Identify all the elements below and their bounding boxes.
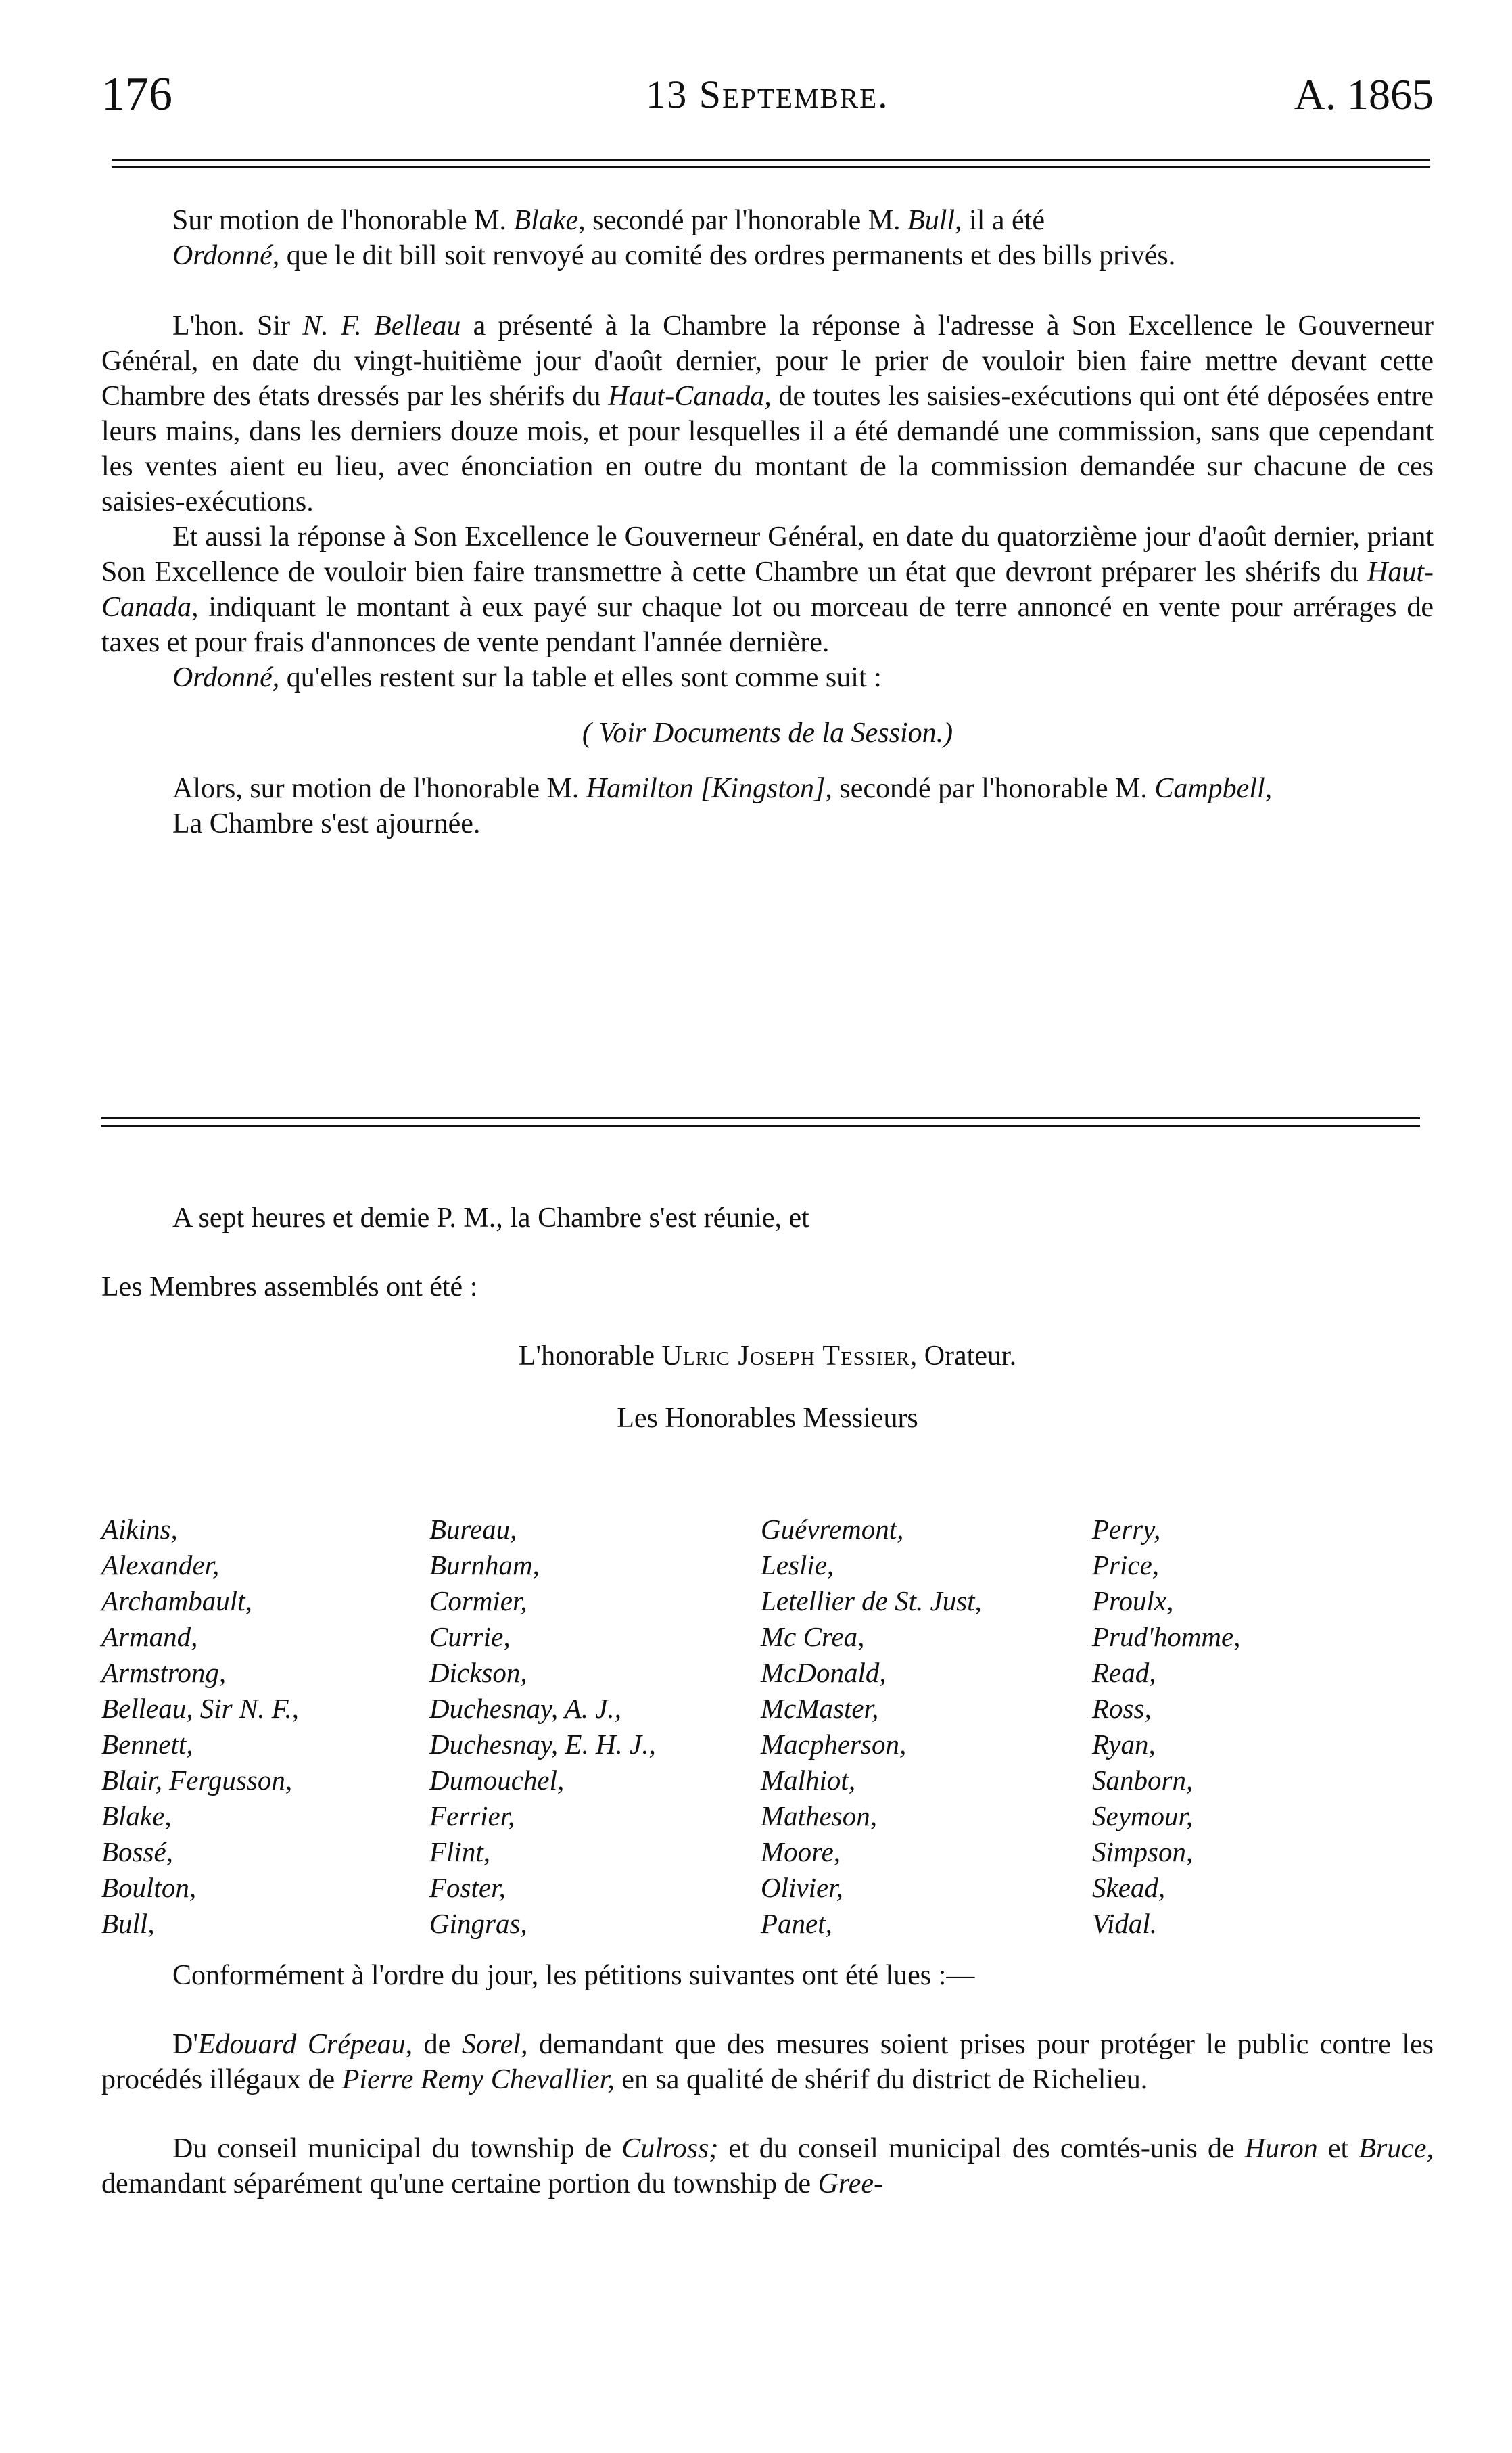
list-item: Proulx, <box>1092 1585 1174 1616</box>
second-response: Et aussi la réponse à Son Excellence le Gouverneur Général, en date du quatorzième jour d'août dernier, priant Son Excellence de vouloir bien faire transmettre à cette Chambre un état que devront préparer les shérifs du Haut-Canada, indiquant le montant à eux payé sur chaque lot ou morceau de terre annoncé en vente pour arrérages de taxes et pour frais d'annonces de vente pendant l'année dernière. <box>101 521 1434 658</box>
see-documents: ( Voir Documents de la Session.) <box>582 718 953 749</box>
list-item: Bureau, <box>429 1514 517 1545</box>
list-item: Panet, <box>761 1908 832 1939</box>
list-item: Moore, <box>761 1836 841 1867</box>
list-item: Leslie, <box>761 1549 834 1581</box>
list-item: Dickson, <box>429 1657 527 1688</box>
list-item: Mc Crea, <box>761 1621 865 1652</box>
header-rule-top <box>112 159 1430 161</box>
page-number: 176 <box>101 68 172 120</box>
house-adjourned: La Chambre s'est ajournée. <box>172 808 481 839</box>
list-item: Dumouchel, <box>429 1765 565 1796</box>
list-item: Bennett, <box>101 1729 193 1760</box>
list-item: Ryan, <box>1092 1729 1156 1760</box>
section-rule-top <box>101 1117 1420 1119</box>
page-header <box>101 64 1434 125</box>
list-item: Cormier, <box>429 1585 527 1616</box>
list-item: Alexander, <box>101 1549 220 1581</box>
list-item: Archambault, <box>101 1585 252 1616</box>
list-item: Foster, <box>429 1872 506 1903</box>
list-item: Sanborn, <box>1092 1765 1194 1796</box>
list-item: Perry, <box>1092 1514 1161 1545</box>
list-item: Burnham, <box>429 1549 540 1581</box>
list-item: Blake, <box>101 1800 172 1831</box>
members-column-1 <box>101 1512 299 1942</box>
header-rule-bottom <box>112 166 1430 168</box>
ordered-table: Ordonné, qu'elles restent sur la table et elles sont comme suit : <box>172 662 882 693</box>
list-item: Duchesnay, E. H. J., <box>429 1729 656 1760</box>
list-item: Read, <box>1092 1657 1156 1688</box>
list-item: McDonald, <box>761 1657 887 1688</box>
ordered-refer-bill: Ordonné, que le dit bill soit renvoyé au comité des ordres permanents et des bills privés. <box>172 240 1176 271</box>
list-item: McMaster, <box>761 1693 879 1724</box>
members-column-3 <box>761 1512 982 1942</box>
sitting-resumed: A sept heures et demie P. M., la Chambre s'est réunie, et <box>172 1202 809 1234</box>
list-item: Boulton, <box>101 1872 197 1903</box>
list-item: Prud'homme, <box>1092 1621 1241 1652</box>
list-item: Vidal. <box>1092 1908 1158 1939</box>
list-item: Duchesnay, A. J., <box>429 1693 621 1724</box>
list-item: Macpherson, <box>761 1729 907 1760</box>
list-item: Currie, <box>429 1621 511 1652</box>
members-column-4 <box>1092 1512 1240 1942</box>
honorables-heading: Les Honorables Messieurs <box>617 1403 918 1434</box>
list-item: Belleau, Sir N. F., <box>101 1693 299 1724</box>
belleau-response: L'hon. Sir N. F. Belleau a présenté à la Chambre la réponse à l'adresse à Son Excellence le Gouverneur Général, en date du vingt-huitième jour d'août dernier, pour le prier de vouloir bien faire mettre devant cette Chambre des états dressés par les shérifs du Haut-Canada, de toutes les saisies-exécutions qui ont été déposées entre leurs mains, dans les derniers douze mois, et pour lesquelles il a été demandé une commission, sans que cependant les ventes aient eu lieu, avec énonciation en outre du montant de la commission demandée sur chacune de ces saisies-exécutions. <box>101 310 1434 517</box>
petitions-section <box>101 1958 1434 2201</box>
section-rule-bottom <box>101 1125 1420 1127</box>
list-item: Bull, <box>101 1908 155 1939</box>
speaker-line: L'honorable Ulric Joseph Tessier, Orateur. <box>518 1340 1017 1372</box>
list-item: Skead, <box>1092 1872 1166 1903</box>
list-item: Letellier de St. Just, <box>761 1585 982 1616</box>
list-item: Ferrier, <box>429 1800 515 1831</box>
list-item: Olivier, <box>761 1872 843 1903</box>
members-column-2 <box>429 1512 656 1942</box>
petition-crepeau: D'Edouard Crépeau, de Sorel, demandant que des mesures soient prises pour protéger le public contre les procédés illégaux de Pierre Remy Chevallier, en sa qualité de shérif du district de Richelieu. <box>101 2029 1434 2095</box>
list-item: Gingras, <box>429 1908 527 1939</box>
members-list <box>101 1512 1434 1944</box>
list-item: Ross, <box>1092 1693 1152 1724</box>
list-item: Armstrong, <box>101 1657 227 1688</box>
list-item: Armand, <box>101 1621 198 1652</box>
list-item: Seymour, <box>1092 1800 1194 1831</box>
adjournment-motion: Alors, sur motion de l'honorable M. Hamilton [Kingston], secondé par l'honorable M. Campbell, <box>172 773 1273 804</box>
header-year: A. 1865 <box>1294 70 1434 118</box>
list-item: Malhiot, <box>761 1765 856 1796</box>
petition-culross: Du conseil municipal du township de Culross; et du conseil municipal des comtés-unis de Huron et Bruce, demandant séparément qu'une certaine portion du township de Gree- <box>101 2133 1434 2199</box>
list-item: Flint, <box>429 1836 490 1867</box>
list-item: Simpson, <box>1092 1836 1194 1867</box>
members-intro: Les Membres assemblés ont été : <box>101 1271 478 1303</box>
evening-opening <box>101 1200 1434 1436</box>
header-date: 13 Septembre. <box>646 72 889 116</box>
list-item: Matheson, <box>761 1800 877 1831</box>
petitions-intro: Conformément à l'ordre du jour, les pétitions suivantes ont été lues :— <box>172 1960 975 1991</box>
list-item: Bossé, <box>101 1836 173 1867</box>
list-item: Aikins, <box>101 1514 178 1545</box>
motion-blake-bull: Sur motion de l'honorable M. Blake, secondé par l'honorable M. Bull, il a été <box>172 205 1045 236</box>
list-item: Blair, Fergusson, <box>101 1765 293 1796</box>
list-item: Guévremont, <box>761 1514 904 1545</box>
morning-section <box>101 203 1434 841</box>
list-item: Price, <box>1092 1549 1160 1581</box>
